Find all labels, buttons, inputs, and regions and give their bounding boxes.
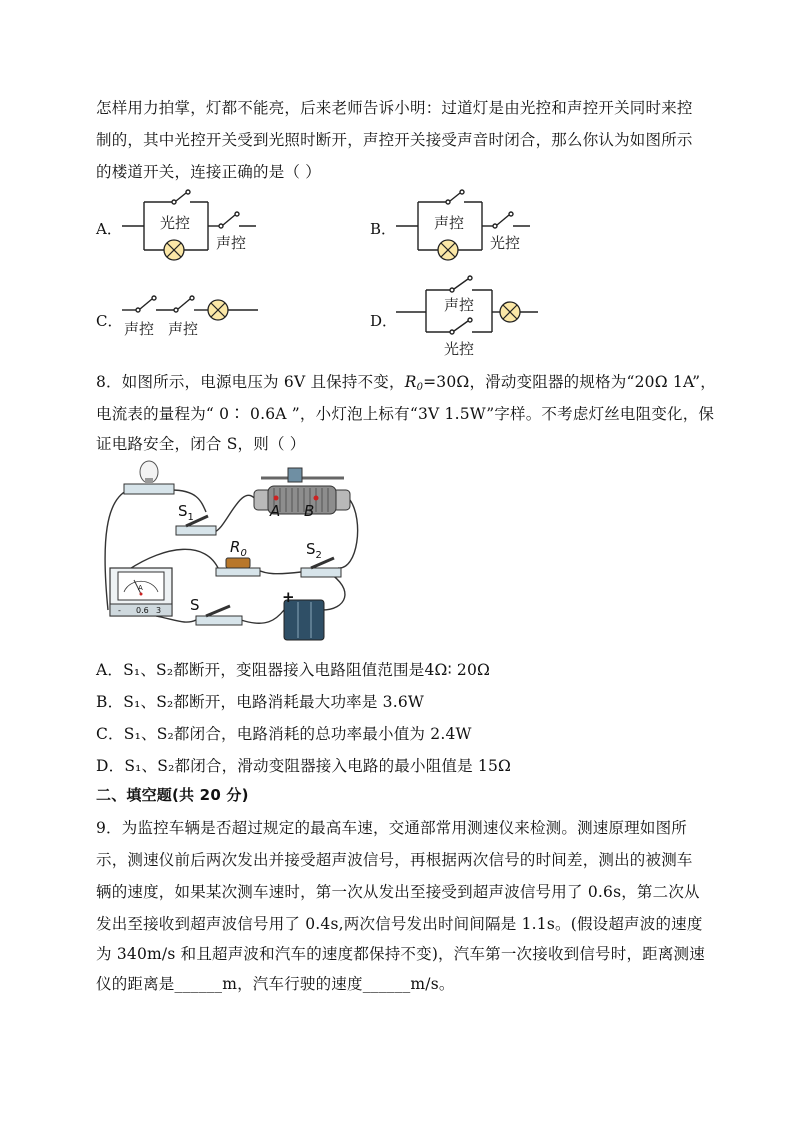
- q8-circuit-figure: [96, 460, 366, 645]
- svg-text:A: A: [270, 502, 281, 520]
- q9-text-line6: 仪的距离是______m，汽车行驶的速度______m/s。: [96, 975, 455, 993]
- svg-text:0.6: 0.6: [136, 606, 149, 615]
- lamp-icon: [164, 240, 184, 260]
- lamp-icon: [208, 300, 228, 320]
- svg-text:-: -: [118, 606, 121, 615]
- svg-text:B: B: [304, 502, 315, 520]
- lamp-icon: [500, 302, 520, 322]
- q8-option-b: B．S₁、S₂都断开，电路消耗最大功率是 3.6W: [96, 693, 425, 711]
- svg-text:声控: 声控: [434, 214, 465, 232]
- svg-text:声控: 声控: [444, 296, 475, 314]
- q8-option-d: D．S₁、S₂都闭合，滑动变阻器接入电路的最小阻值是 15Ω: [96, 757, 512, 775]
- q7-option-c-circuit: [122, 288, 272, 340]
- q7-text-line1: 怎样用力拍掌，灯都不能亮，后来老师告诉小明：过道灯是由光控和声控开关同时来控: [96, 99, 693, 117]
- q7-option-a-letter: A．: [96, 220, 122, 238]
- svg-text:声控: 声控: [216, 234, 247, 252]
- q9-text-line4: 发出至接收到超声波信号用了 0.4s,两次信号发出时间间隔是 1.1s。(假设超声波的速度: [96, 915, 703, 933]
- battery-icon: [284, 600, 324, 640]
- q7-option-d-letter: D．: [370, 312, 398, 330]
- bulb-icon: [124, 461, 174, 494]
- resistor-r0-icon: [216, 558, 260, 576]
- q7-option-b-letter: B．: [370, 220, 397, 238]
- switch-s-icon: [196, 606, 242, 625]
- q9-text-line3: 辆的速度，如果某次测车速时，第一次从发出至接受到超声波信号用了 0.6s，第二次从: [96, 883, 700, 901]
- q8-text-line3: 证电路安全，闭合 S，则（ ）: [96, 435, 306, 453]
- q8-text-line2: 电流表的量程为“ 0∶ 0.6A ”，小灯泡上标有“3V 1.5W”字样。不考虑灯丝电阻变化，保: [96, 405, 715, 423]
- q8-option-a: A．S₁、S₂都断开，变阻器接入电路阻值范围是4Ω∶ 20Ω: [96, 661, 491, 679]
- svg-text:光控: 光控: [490, 234, 521, 252]
- svg-text:A: A: [138, 584, 143, 592]
- q8-option-c: C．S₁、S₂都闭合，电路消耗的总功率最小值为 2.4W: [96, 725, 472, 743]
- q7-option-d-circuit: [396, 272, 546, 360]
- rheostat-icon: [254, 468, 350, 514]
- svg-text:R0: $R_0$: [230, 538, 247, 559]
- svg-text:S: S: [190, 596, 200, 614]
- q7-option-c-letter: C．: [96, 312, 123, 330]
- section-heading: 二、填空题(共 20 分): [96, 786, 249, 804]
- svg-text:S2: $S_2$: [306, 540, 322, 561]
- q7-option-b-circuit: [396, 188, 546, 268]
- svg-text:+: +: [282, 588, 295, 606]
- q9-text-line2: 示，测速仪前后两次发出并接受超声波信号，再根据两次信号的时间差，测出的被测车: [96, 851, 693, 869]
- svg-text:声控: 声控: [168, 320, 199, 338]
- q7-text-line2: 制的，其中光控开关受到光照时断开，声控开关接受声音时闭合，那么你认为如图所示: [96, 131, 693, 149]
- q9-text-line1: 9．为监控车辆是否超过规定的最高车速，交通部常用测速仪来检测。测速原理如图所: [96, 819, 687, 837]
- svg-text:光控: 光控: [444, 340, 475, 358]
- lamp-icon: [438, 240, 458, 260]
- q7-option-a-circuit: [122, 188, 272, 268]
- svg-text:声控: 声控: [124, 320, 155, 338]
- q8-text-line1: 8．如图所示，电源电压为 6V 且保持不变，$R_0=30\Omega$，滑动变阻器的规格为“20Ω 1A”，: [96, 373, 716, 393]
- q7-text-line3: 的楼道开关，连接正确的是（ ）: [96, 163, 321, 181]
- q9-text-line5: 为 340m/s 和且超声波和汽车的速度都保持不变)，汽车第一次接收到信号时，距离测速: [96, 945, 705, 963]
- svg-text:光控: 光控: [160, 214, 191, 232]
- svg-text:S1: $S_1$: [178, 502, 194, 523]
- svg-text:3: 3: [156, 606, 162, 615]
